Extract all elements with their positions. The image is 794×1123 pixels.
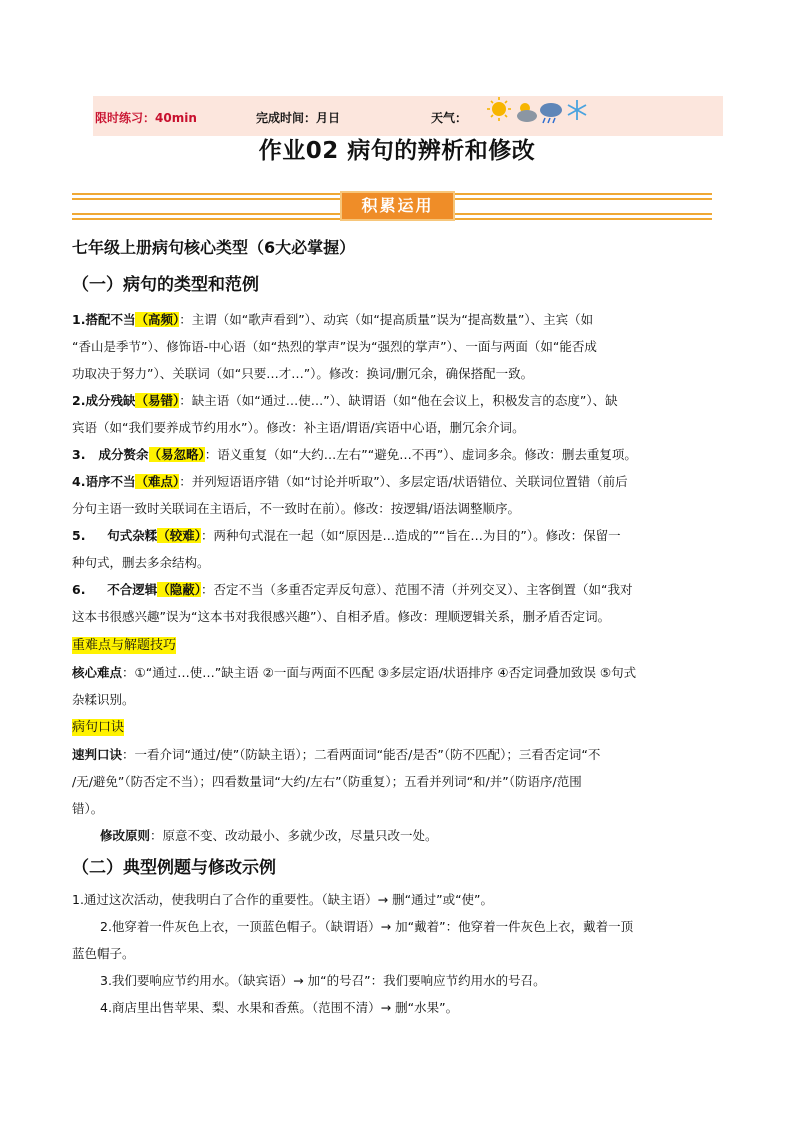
mnemonic-heading: 病句口诀 <box>72 720 125 735</box>
sun-icon <box>487 97 511 121</box>
section-banner: 积累运用 <box>340 191 455 221</box>
mnemonic-line-3: 错）。 <box>72 801 104 816</box>
item-1-line-2: “香山是季节”）、修饰语-中心语（如“热烈的掌声”误为“强烈的掌声”）、一面与两面（如“能否成 <box>72 339 597 354</box>
rain-cloud-icon <box>540 103 562 123</box>
item-1-line-1: 1.搭配不当（高频）：主谓（如“歌声看到”）、动宾（如“提高质量”误为“提高数量”）、主宾（如 <box>72 312 594 327</box>
item-5-line-1: 5. 句式杂糅（较难）：两种句式混在一起（如“原因是…造成的”“旨在…为目的”）。修改：保留一 <box>72 528 621 543</box>
item-6-line-2: 这本书很感兴趣”误为“这本书对我很感兴趣”）、自相矛盾。修改：理顺逻辑关系，删矛盾否定词。 <box>72 609 611 624</box>
example-4: 4.商店里出售苹果、梨、水果和香蕉。（范围不清）→ 删“水果”。 <box>100 1000 459 1015</box>
key-points-heading: 重难点与解题技巧 <box>72 638 177 653</box>
item-1-line-3: 功取决于努力”）、关联词（如“只要…才…”）。修改：换词/删冗余，确保搭配一致。 <box>72 366 534 381</box>
example-3: 3.我们要响应节约用水。（缺宾语）→ 加“的号召”：我们要响应节约用水的号召。 <box>100 973 546 988</box>
time-limit: 限时练习：40min <box>95 111 197 125</box>
key-points-line-1: 核心难点：①“通过…使…”缺主语 ②一面与两面不匹配 ③多层定语/状语排序 ④否定词叠加致误 ⑤句式 <box>72 665 637 680</box>
key-points-line-2: 杂糅识别。 <box>72 692 135 707</box>
principle-line: 修改原则：原意不变、改动最小、多就少改，尽量只改一处。 <box>100 828 438 843</box>
item-3-line-1: 3. 成分赘余（易忽略）：语义重复（如“大约…左右”“避免…不再”）、虚词多余。修改：删去重复项。 <box>72 447 637 462</box>
example-2-line-1: 2.他穿着一件灰色上衣，一顶蓝色帽子。（缺谓语）→ 加“戴着”：他穿着一件灰色上衣，戴着一顶 <box>100 919 634 934</box>
section2-heading: （二）典型例题与修改示例 <box>72 858 276 878</box>
weather-icons <box>487 96 591 128</box>
item-4-line-2: 分句主语一致时关联词在主语后，不一致时在前）。修改：按逻辑/语法调整顺序。 <box>72 501 520 516</box>
item-6-line-1: 6. 不合逻辑（隐蔽）：否定不当（多重否定弄反句意）、范围不清（并列交叉）、主客倒置（如“我对 <box>72 582 633 597</box>
example-1: 1.通过这次活动，使我明白了合作的重要性。（缺主语）→ 删“通过”或“使”。 <box>72 892 494 907</box>
example-2-line-2: 蓝色帽子。 <box>72 946 135 961</box>
item-4-line-1: 4.语序不当（难点）：并列短语语序错（如“讨论并听取”）、多层定语/状语错位、关联词位置错（前后 <box>72 474 628 489</box>
main-heading: 七年级上册病句核心类型（6大必掌握） <box>72 238 356 257</box>
mnemonic-line-2: /无/避免”（防否定不当）；四看数量词“大约/左右”（防重复）；五看并列词“和/并”（防语序/范围 <box>72 774 582 789</box>
item-2-line-1: 2.成分残缺（易错）：缺主语（如“通过…使…”）、缺谓语（如“他在会议上，积极发言的态度”）、缺 <box>72 393 618 408</box>
item-5-line-2: 种句式，删去多余结构。 <box>72 555 210 570</box>
weather-label: 天气： <box>431 111 468 125</box>
snowflake-icon <box>568 100 586 120</box>
completion-time: 完成时间：月日 <box>256 111 341 125</box>
mnemonic-line-1: 速判口诀：一看介词“通过/使”（防缺主语）；二看两面词“能否/是否”（防不匹配）；三看否定词“不 <box>72 747 601 762</box>
document-title: 作业02 病句的辨析和修改 <box>258 138 536 164</box>
item-2-line-2: 宾语（如“我们要养成节约用水”）。修改：补主语/谓语/宾语中心语，删冗余介词。 <box>72 420 525 435</box>
section1-heading: （一）病句的类型和范例 <box>72 275 259 295</box>
partly-cloudy-icon <box>517 103 537 122</box>
